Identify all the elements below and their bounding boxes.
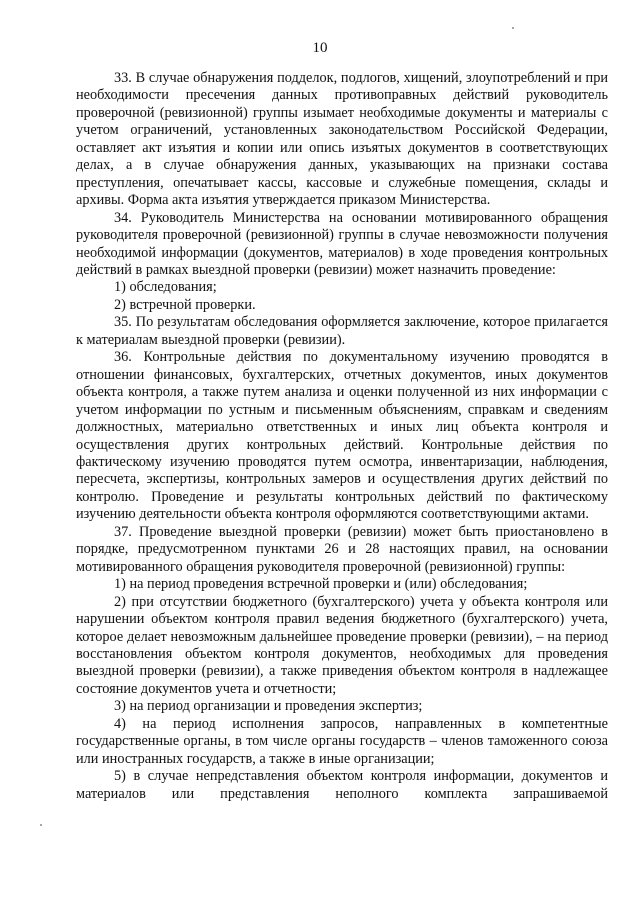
paragraph-37-item-4: 4) на период исполнения запросов, направленных в компетентные государственные органы, в том числе органы государств – членов таможенного союза или иностранных государств, а также в иные организации; xyxy=(76,715,608,767)
paragraph-37-item-5: 5) в случае непредставления объектом контроля информации, документов и материалов или представления неполного комплекта запрашиваемой xyxy=(76,768,608,802)
paragraph-37-item-3: 3) на период организации и проведения экспертиз; xyxy=(114,698,423,715)
paragraph-33: 33. В случае обнаружения подделок, подлогов, хищений, злоупотреблений и при необходимости пресечения данных противоправных действий руководитель проверочной (ревизионной) группы изымает необходимые документы и материалы с учетом ограничений, установленных законодательством Российской Федерации, оставляет акт изъятия и копии или опись изъятых документов в соответствующих делах, а в случае обнаружения данных, указывающих на признаки состава преступления, опечатывает кассы, кассовые и служебные помещения, склады и архивы. Форма акта изъятия утверждается приказом Министерства. xyxy=(76,70,608,209)
paragraph-34-item-2: 2) встречной проверки. xyxy=(114,296,256,313)
paragraph-37: 37. Проведение выездной проверки (ревизии) может быть приостановлено в порядке, предусмотренном пунктами 26 и 28 настоящих правил, на основании мотивированного обращения руководителя проверочной (ревизионной) группы: xyxy=(76,523,608,575)
page-number: 10 xyxy=(312,40,328,56)
paragraph-37-item-1: 1) на период проведения встречной проверки и (или) обследования; xyxy=(114,576,528,593)
paragraph-34: 34. Руководитель Министерства на основании мотивированного обращения руководителя проверочной (ревизионной) группы в случае невозможности получения необходимой информации (документов, материалов) в ходе проведения контрольных действий в рамках выездной проверки (ревизии) может назначить проведение: xyxy=(76,209,608,278)
paragraph-36: 36. Контрольные действия по документальному изучению проводятся в отношении финансовых, бухгалтерских, отчетных документов, иных документов объекта контроля, а также путем анализа и оценки полученной из них информации с учетом информации по устным и письменным объяснениям, справкам и сведениям должностных, материально ответственных и иных лиц объекта контроля и осуществления других контрольных действий. Контрольные действия по фактическому изучению проводятся путем осмотра, инвентаризации, наблюдения, пересчета, экспертизы, контрольных замеров и осуществления других действий по контролю. Проведение и результаты контрольных действий по фактическому изучению деятельности объекта контроля оформляются соответствующими актами. xyxy=(76,349,608,523)
scan-speck xyxy=(512,27,514,29)
scan-speck xyxy=(40,824,42,826)
paragraph-34-item-1: 1) обследования; xyxy=(114,279,217,296)
document-body xyxy=(76,70,608,803)
paragraph-35: 35. По результатам обследования оформляется заключение, которое прилагается к материалам выездной проверки (ревизии). xyxy=(76,314,608,348)
paragraph-37-item-2: 2) при отсутствии бюджетного (бухгалтерского) учета у объекта контроля или нарушении объектом контроля правил ведения бюджетного (бухгалтерского) учета, которое делает невозможным дальнейшее проведение проверки (ревизии), – на период восстановления объектом контроля документов, необходимых для проведения выездной проверки (ревизии), а также приведения объектом контроля в надлежащее состояние документов учета и отчетности; xyxy=(76,593,608,697)
